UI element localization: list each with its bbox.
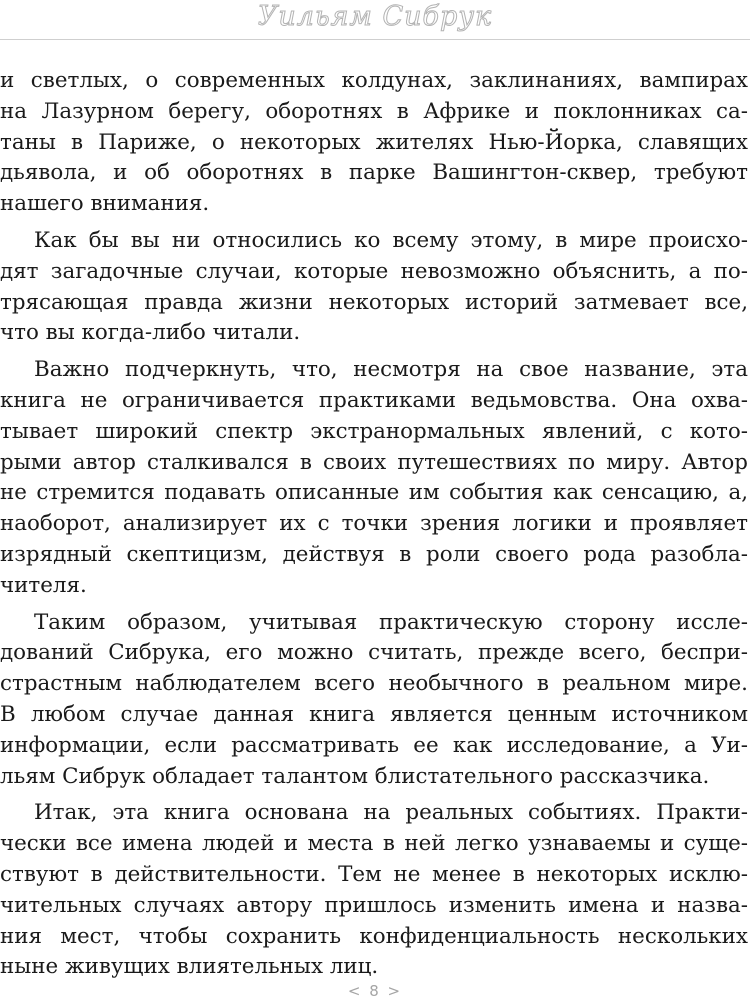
text-line: наоборот, анализирует их с точки зрения логики и проявляет: [0, 511, 748, 537]
paragraph-5: [0, 798, 750, 983]
running-header: [0, 0, 750, 40]
page-number: < 8 >: [347, 982, 403, 1000]
paragraph-3: [0, 355, 750, 601]
text-line: не стремится подавать описанные им события как сенсацию, а,: [0, 480, 748, 506]
text-line: ния мест, чтобы сохранить конфиденциальность нескольких: [0, 923, 748, 949]
text-line: чителя.: [0, 572, 87, 598]
running-header-author: Уильям Сибрук: [257, 1, 493, 32]
text-line: на Лазурном берегу, оборотнях в Африке и поклонниках са-: [0, 98, 748, 124]
text-line: чительных случаях автору пришлось изменить имена и назва-: [0, 892, 748, 918]
text-line: нашего внимания.: [0, 191, 210, 217]
paragraph-1: [0, 66, 750, 220]
text-line: чески все имена людей и места в ней легко узнаваемы и суще-: [0, 831, 748, 857]
paragraph-2: [0, 226, 750, 349]
text-line: Важно подчеркнуть, что, несмотря на свое название, эта: [34, 357, 748, 383]
text-line: что вы когда-либо читали.: [0, 320, 301, 346]
text-line: ствуют в действительности. Тем не менее в некоторых исклю-: [0, 861, 748, 887]
text-line: трясающая правда жизни некоторых историй затмевает все,: [0, 289, 748, 315]
text-line: Итак, эта книга основана на реальных событиях. Практи-: [34, 800, 748, 826]
text-line: и светлых, о современных колдунах, заклинаниях, вампирах: [0, 68, 748, 93]
text-line: дований Сибрука, его можно считать, прежде всего, беспри-: [0, 640, 748, 666]
text-line: дьявола, и об оборотнях в парке Вашингтон-сквер, требуют: [0, 160, 748, 186]
text-line: изрядный скептицизм, действуя в роли своего рода разобла-: [0, 541, 748, 567]
body-text: [0, 66, 750, 989]
text-line: В любом случае данная книга является ценным источником: [0, 701, 748, 727]
text-line: рыми автор сталкивался в своих путешествиях по миру. Автор: [0, 449, 748, 475]
text-line: информации, если рассматривать ее как исследование, а Уи-: [0, 732, 748, 758]
paragraph-4: [0, 608, 750, 793]
text-line: Таким образом, учитывая практическую сторону иссле-: [34, 609, 748, 635]
text-line: страстным наблюдателем всего необычного в реальном мире.: [0, 671, 748, 697]
text-line: книга не ограничивается практиками ведьмовства. Она охва-: [0, 387, 748, 413]
text-line: Как бы вы ни относились ко всему этому, в мире происхо-: [34, 227, 748, 253]
text-line: льям Сибрук обладает талантом блистательного рассказчика.: [0, 763, 710, 789]
text-line: тывает широкий спектр экстранормальных явлений, с кото-: [0, 418, 748, 444]
text-line: таны в Париже, о некоторых жителях Нью-Йорка, славящих: [0, 129, 748, 155]
header-rule: [0, 39, 750, 40]
text-line: ныне живущих влиятельных лиц.: [0, 954, 379, 980]
text-line: дят загадочные случаи, которые невозможно объяснить, а по-: [0, 258, 748, 284]
